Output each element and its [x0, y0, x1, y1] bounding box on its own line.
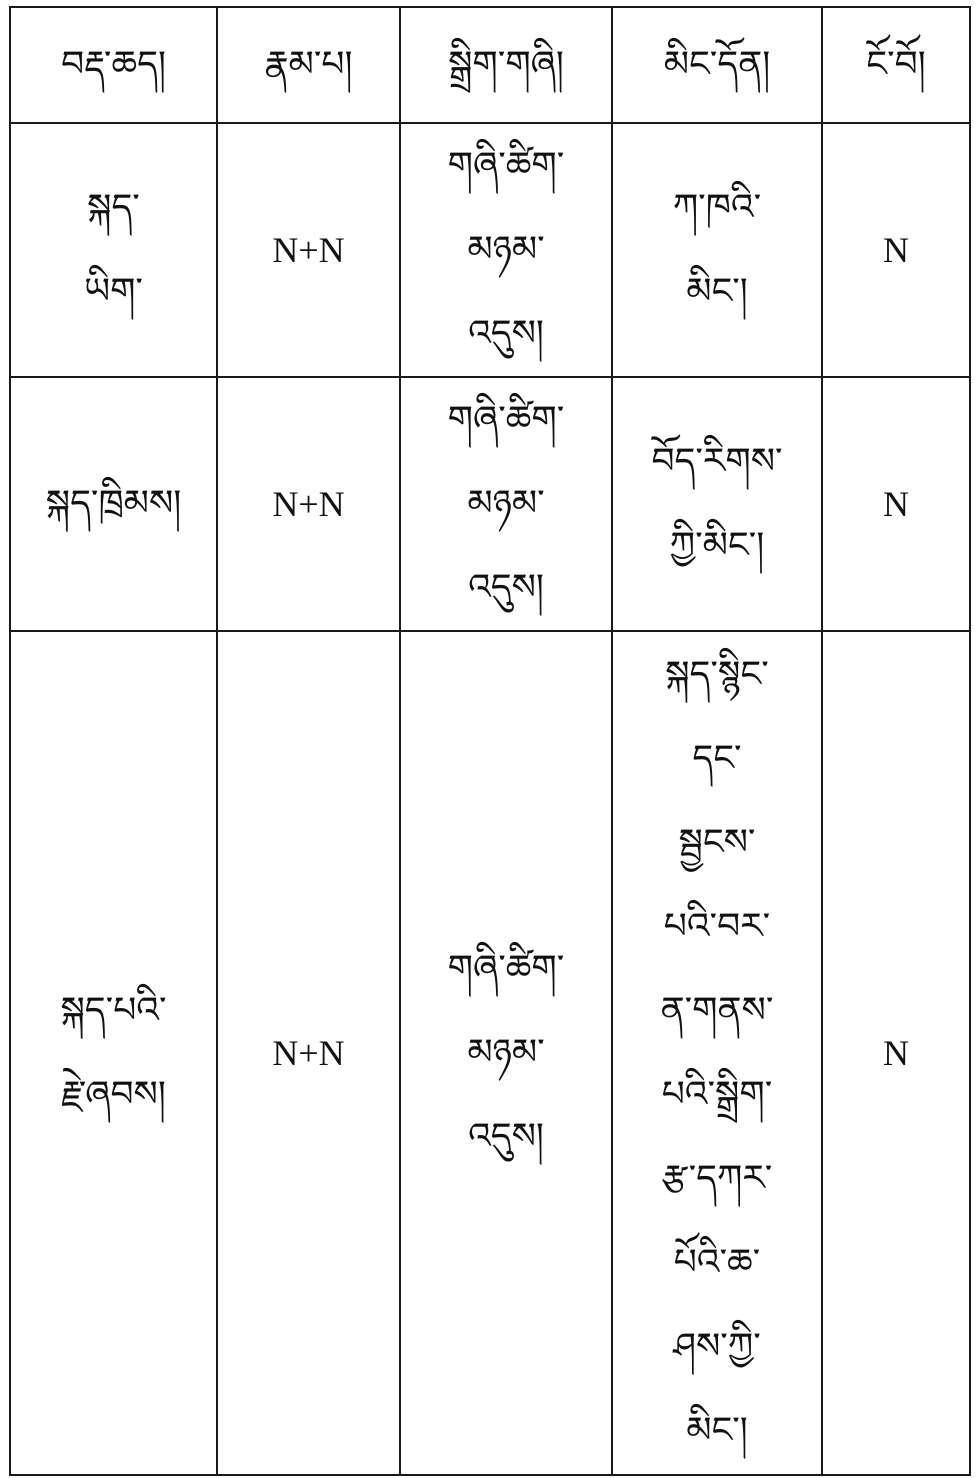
terminology-table	[9, 6, 971, 1476]
header-row	[10, 7, 970, 123]
cell-structure: གཞི་ཚིག་ མཉམ་ འདུས།	[400, 123, 612, 377]
header-structure: སྒྲིག་གཞི།	[400, 7, 612, 123]
table-row	[10, 377, 970, 631]
header-nature: ངོ་བོ།	[822, 7, 970, 123]
cell-nature: N	[822, 631, 970, 1475]
table-row	[10, 123, 970, 377]
cell-form: N+N	[217, 123, 400, 377]
header-meaning: མིང་དོན།	[612, 7, 822, 123]
cell-meaning: ཀ་ཁའི་ མིང་།	[612, 123, 822, 377]
header-term: བརྡ་ཆད།	[10, 7, 217, 123]
table-row	[10, 631, 970, 1475]
cell-term: སྐད་པའི་ རྗེ་ཞབས།	[10, 631, 217, 1475]
cell-structure: གཞི་ཚིག་ མཉམ་ འདུས།	[400, 631, 612, 1475]
cell-term: སྐད་ཁྲིམས།	[10, 377, 217, 631]
cell-form: N+N	[217, 631, 400, 1475]
cell-meaning: བོད་རིགས་ ཀྱི་མིང་།	[612, 377, 822, 631]
cell-form: N+N	[217, 377, 400, 631]
cell-nature: N	[822, 123, 970, 377]
cell-term: སྐད་ ཡིག་	[10, 123, 217, 377]
cell-nature: N	[822, 377, 970, 631]
header-form: རྣམ་པ།	[217, 7, 400, 123]
cell-structure: གཞི་ཚིག་ མཉམ་ འདུས།	[400, 377, 612, 631]
cell-meaning: སྐད་སྙིང་ དང་ སྦྱངས་ པའི་བར་ ན་གནས་ པའི་སྒྲིག་ རྩ་དཀར་ པོའི་ཆ་ ཤས་ཀྱི་ མིང་།	[612, 631, 822, 1475]
